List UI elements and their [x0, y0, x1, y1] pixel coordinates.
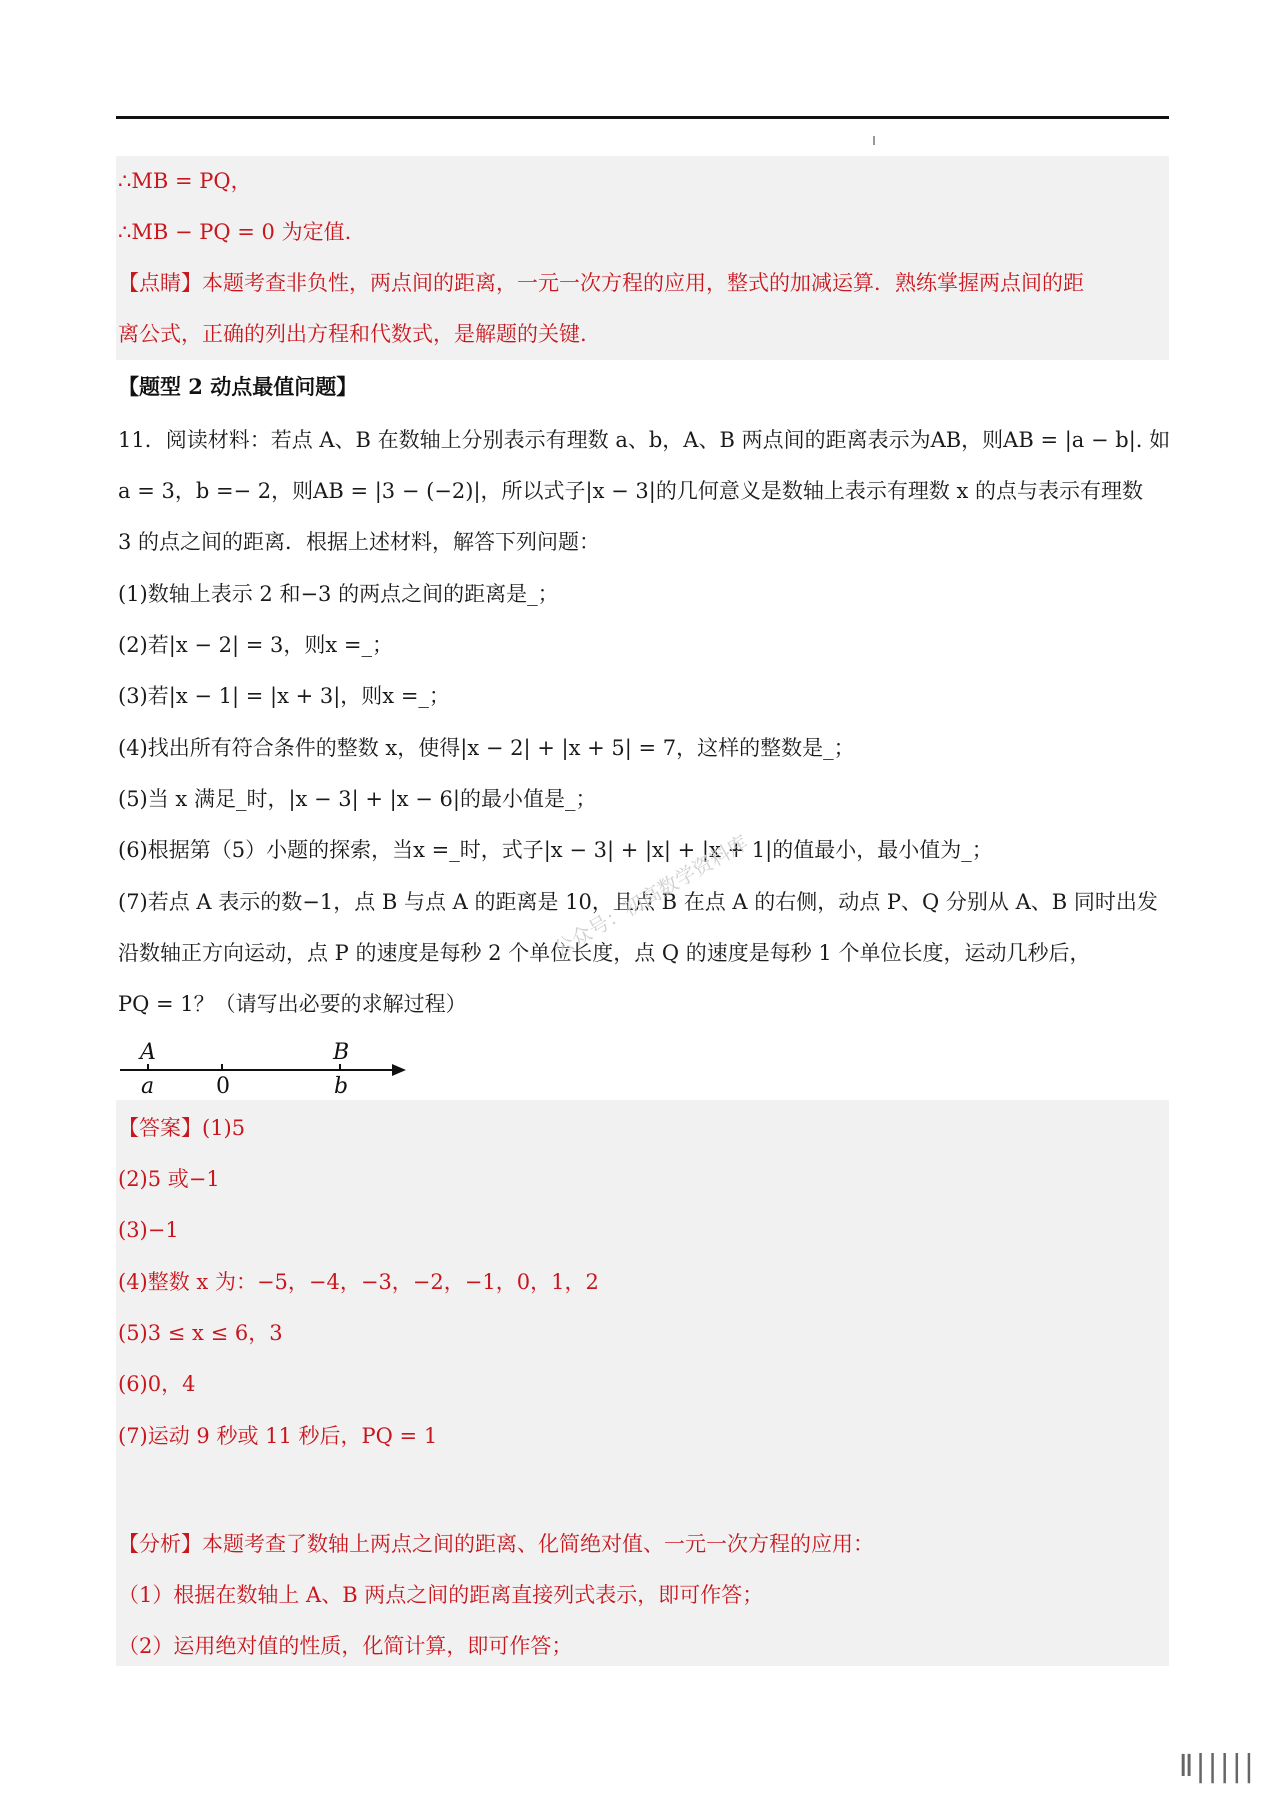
answer-5: (5)3 ≤ x ≤ 6，3: [118, 1321, 283, 1345]
question-2: (2)若|x − 2| = 3，则x =_；: [118, 633, 393, 657]
question-6: (6)根据第（5）小题的探索，当x =_时，式子|x − 3| + |x| + |x + 1|的值最小，最小值为_；: [118, 838, 993, 862]
question-1: (1)数轴上表示 2 和−3 的两点之间的距离是_；: [118, 582, 559, 606]
label-b: b: [334, 1074, 349, 1096]
answer-2: (2)5 或−1: [118, 1167, 220, 1191]
label-B: B: [333, 1040, 350, 1065]
number-line-figure: [116, 1040, 416, 1096]
analysis-2: （1）根据在数轴上 A、B 两点之间的距离直接列式表示，即可作答；: [118, 1583, 764, 1607]
answer-4: (4)整数 x 为：−5，−4，−3，−2，−1，0，1，2: [118, 1270, 599, 1294]
question-7-line-1: (7)若点 A 表示的数−1，点 B 与点 A 的距离是 10，且点 B 在点 A 的右侧，动点 P、Q 分别从 A、B 同时出发: [118, 890, 1158, 914]
analysis-3: （2）运用绝对值的性质，化简计算，即可作答；: [118, 1634, 573, 1658]
analysis-1: 【分析】本题考查了数轴上两点之间的距离、化简绝对值、一元一次方程的应用：: [118, 1532, 874, 1556]
label-a: a: [141, 1074, 155, 1096]
prev-note-2: 离公式，正确的列出方程和代数式，是解题的关键.: [118, 322, 587, 346]
header-tick: [873, 136, 875, 145]
header-rule: [116, 116, 1169, 119]
question-3: (3)若|x − 1| = |x + 3|，则x =_；: [118, 684, 450, 708]
label-A: A: [140, 1040, 156, 1065]
number-line-arrow: [392, 1064, 406, 1076]
watermark: 公众号：初高数学资料库: [549, 830, 753, 962]
answer-1: 【答案】(1)5: [118, 1116, 246, 1140]
answer-3: (3)−1: [118, 1218, 179, 1242]
question-5: (5)当 x 满足_时，|x − 3| + |x − 6|的最小值是_；: [118, 787, 597, 811]
question-7-line-2: 沿数轴正方向运动，点 P 的速度是每秒 2 个单位长度，点 Q 的速度是每秒 1 个单位长度，运动几秒后，: [118, 941, 1091, 965]
corner-mark: Ⅱ|||||: [1178, 1749, 1256, 1784]
problem-line-1: 11．阅读材料：若点 A、B 在数轴上分别表示有理数 a、b，A、B 两点间的距离表示为AB，则AB = |a − b|. 如: [118, 428, 1171, 452]
question-4: (4)找出所有符合条件的整数 x，使得|x − 2| + |x + 5| = 7，这样的整数是_；: [118, 736, 855, 760]
question-7-line-3: PQ = 1？（请写出必要的求解过程）: [118, 992, 467, 1016]
section-title: 【题型 2 动点最值问题】: [118, 374, 358, 399]
label-0: 0: [216, 1074, 230, 1096]
problem-line-3: 3 的点之间的距离．根据上述材料，解答下列问题：: [118, 530, 601, 554]
answer-6: (6)0，4: [118, 1372, 196, 1396]
prev-line-1: ∴MB = PQ，: [118, 169, 252, 193]
prev-line-2: ∴MB − PQ = 0 为定值.: [118, 220, 352, 244]
answer-7: (7)运动 9 秒或 11 秒后，PQ = 1: [118, 1424, 438, 1448]
prev-note-1: 【点睛】本题考查非负性，两点间的距离，一元一次方程的应用，整式的加减运算．熟练掌握两点间的距: [118, 271, 1084, 295]
problem-line-2: a = 3，b =− 2，则AB = |3 − (−2)|，所以式子|x − 3|的几何意义是数轴上表示有理数 x 的点与表示有理数: [118, 479, 1144, 503]
